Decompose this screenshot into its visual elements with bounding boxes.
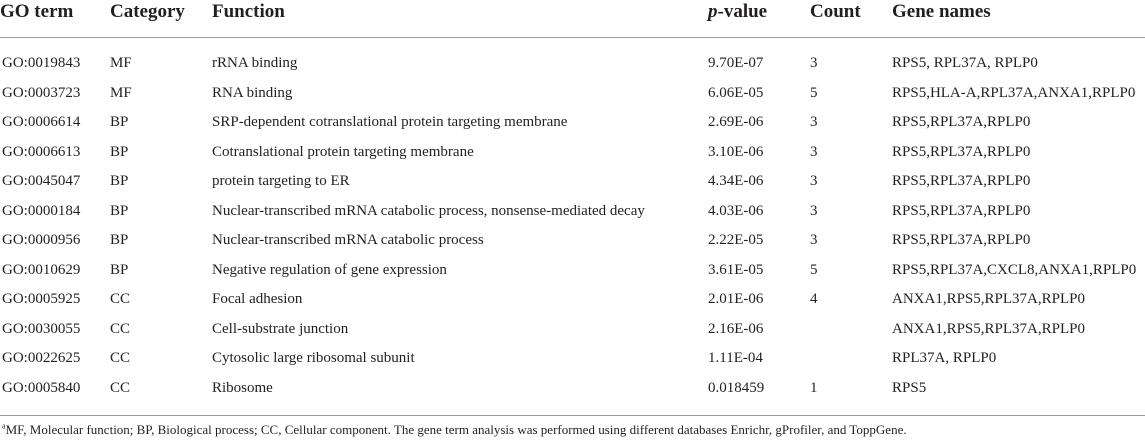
cell-category: MF: [110, 84, 132, 101]
table-row: [0, 167, 1145, 197]
cell-gene-names: RPS5,RPL37A,RPLP0: [892, 114, 1031, 130]
cell-count: 3: [810, 55, 818, 71]
table-row: [0, 138, 1145, 168]
cell-pvalue: 9.70E-07: [708, 55, 764, 71]
cell-gene-names: ANXA1,RPS5,RPL37A,RPLP0: [892, 291, 1085, 307]
cell-go-term: GO:0045047: [2, 173, 81, 189]
cell-count: 3: [810, 232, 818, 248]
cell-go-term: GO:0022625: [2, 350, 81, 366]
cell-go-term: GO:0000956: [2, 232, 81, 248]
header-pvalue-p: p: [708, 1, 718, 22]
cell-count: 3: [810, 143, 818, 160]
cell-pvalue: 4.03E-06: [708, 202, 764, 219]
cell-count: 5: [810, 261, 818, 278]
header-divider: [0, 37, 1145, 38]
cell-function: Nuclear-transcribed mRNA catabolic process: [212, 232, 484, 248]
cell-count: 1: [810, 379, 818, 396]
cell-go-term: GO:0019843: [2, 55, 81, 71]
cell-function: Focal adhesion: [212, 291, 303, 307]
table-body: [0, 49, 1145, 403]
table-header: [0, 0, 1145, 37]
table-row: [0, 49, 1145, 79]
cell-function: SRP-dependent cotranslational protein targeting membrane: [212, 114, 568, 130]
cell-category: BP: [110, 232, 129, 248]
cell-gene-names: RPS5,RPL37A,RPLP0: [892, 232, 1031, 248]
cell-gene-names: RPS5: [892, 379, 927, 396]
header-go-term: GO term: [0, 1, 74, 22]
cell-gene-names: RPS5, RPL37A, RPLP0: [892, 55, 1038, 71]
cell-function: Cotranslational protein targeting membrane: [212, 143, 474, 160]
cell-pvalue: 2.01E-06: [708, 291, 764, 307]
cell-gene-names: RPS5,HLA-A,RPL37A,ANXA1,RPLP0: [892, 84, 1136, 101]
table-row: [0, 226, 1145, 256]
cell-count: 5: [810, 84, 818, 101]
table-row: [0, 374, 1145, 404]
cell-count: 3: [810, 202, 818, 219]
table-row: [0, 79, 1145, 109]
header-category: Category: [110, 1, 185, 22]
cell-category: CC: [110, 379, 131, 396]
cell-function: rRNA binding: [212, 55, 298, 71]
cell-function: Cell-substrate junction: [212, 320, 349, 337]
footnote-marker: a: [2, 421, 6, 431]
cell-function: Cytosolic large ribosomal subunit: [212, 350, 415, 366]
cell-function: protein targeting to ER: [212, 173, 350, 189]
cell-count: 3: [810, 114, 818, 130]
cell-count: 4: [810, 291, 818, 307]
cell-gene-names: RPS5,RPL37A,CXCL8,ANXA1,RPLP0: [892, 261, 1137, 278]
cell-pvalue: 3.10E-06: [708, 143, 764, 160]
cell-gene-names: RPS5,RPL37A,RPLP0: [892, 143, 1031, 160]
header-function: Function: [212, 1, 285, 22]
header-gene-names: Gene names: [892, 1, 991, 22]
cell-category: BP: [110, 261, 129, 278]
cell-go-term: GO:0010629: [2, 261, 81, 278]
cell-function: Nuclear-transcribed mRNA catabolic process, nonsense-mediated decay: [212, 202, 645, 219]
cell-category: CC: [110, 320, 131, 337]
cell-category: BP: [110, 114, 129, 130]
cell-category: BP: [110, 143, 129, 160]
cell-pvalue: 6.06E-05: [708, 84, 764, 101]
cell-go-term: GO:0005840: [2, 379, 81, 396]
cell-category: BP: [110, 173, 129, 189]
cell-pvalue: 2.22E-05: [708, 232, 764, 248]
cell-gene-names: ANXA1,RPS5,RPL37A,RPLP0: [892, 320, 1085, 337]
cell-category: MF: [110, 55, 132, 71]
cell-go-term: GO:0005925: [2, 291, 81, 307]
cell-category: CC: [110, 350, 131, 366]
table-footnote: [2, 422, 907, 438]
cell-pvalue: 2.16E-06: [708, 320, 764, 337]
cell-gene-names: RPS5,RPL37A,RPLP0: [892, 173, 1031, 189]
footnote-text: MF, Molecular function; BP, Biological process; CC, Cellular component. The gene term analysis was performed using different databases Enrichr, gProfiler, and ToppGene.: [5, 422, 907, 437]
cell-go-term: GO:0000184: [2, 202, 81, 219]
header-pvalue-rest: -value: [717, 1, 768, 22]
table-row: [0, 256, 1145, 286]
cell-pvalue: 0.018459: [708, 379, 765, 396]
cell-pvalue: 3.61E-05: [708, 261, 764, 278]
cell-category: BP: [110, 202, 129, 219]
cell-function: RNA binding: [212, 84, 293, 101]
cell-go-term: GO:0006614: [2, 114, 81, 130]
cell-pvalue: 4.34E-06: [708, 173, 764, 189]
table-row: [0, 108, 1145, 138]
header-count: Count: [810, 1, 861, 22]
cell-go-term: GO:0006613: [2, 143, 81, 160]
table-row: [0, 344, 1145, 374]
table-row: [0, 285, 1145, 315]
cell-count: 3: [810, 173, 818, 189]
cell-go-term: GO:0030055: [2, 320, 81, 337]
cell-pvalue: 2.69E-06: [708, 114, 764, 130]
cell-gene-names: RPS5,RPL37A,RPLP0: [892, 202, 1031, 219]
cell-pvalue: 1.11E-04: [708, 350, 763, 366]
cell-function: Negative regulation of gene expression: [212, 261, 447, 278]
table-row: [0, 197, 1145, 227]
header-pvalue: [708, 0, 767, 24]
cell-category: CC: [110, 291, 131, 307]
table-row: [0, 315, 1145, 345]
cell-go-term: GO:0003723: [2, 84, 81, 101]
cell-gene-names: RPL37A, RPLP0: [892, 350, 997, 366]
cell-function: Ribosome: [212, 379, 273, 396]
table-bottom-rule: [0, 415, 1145, 416]
